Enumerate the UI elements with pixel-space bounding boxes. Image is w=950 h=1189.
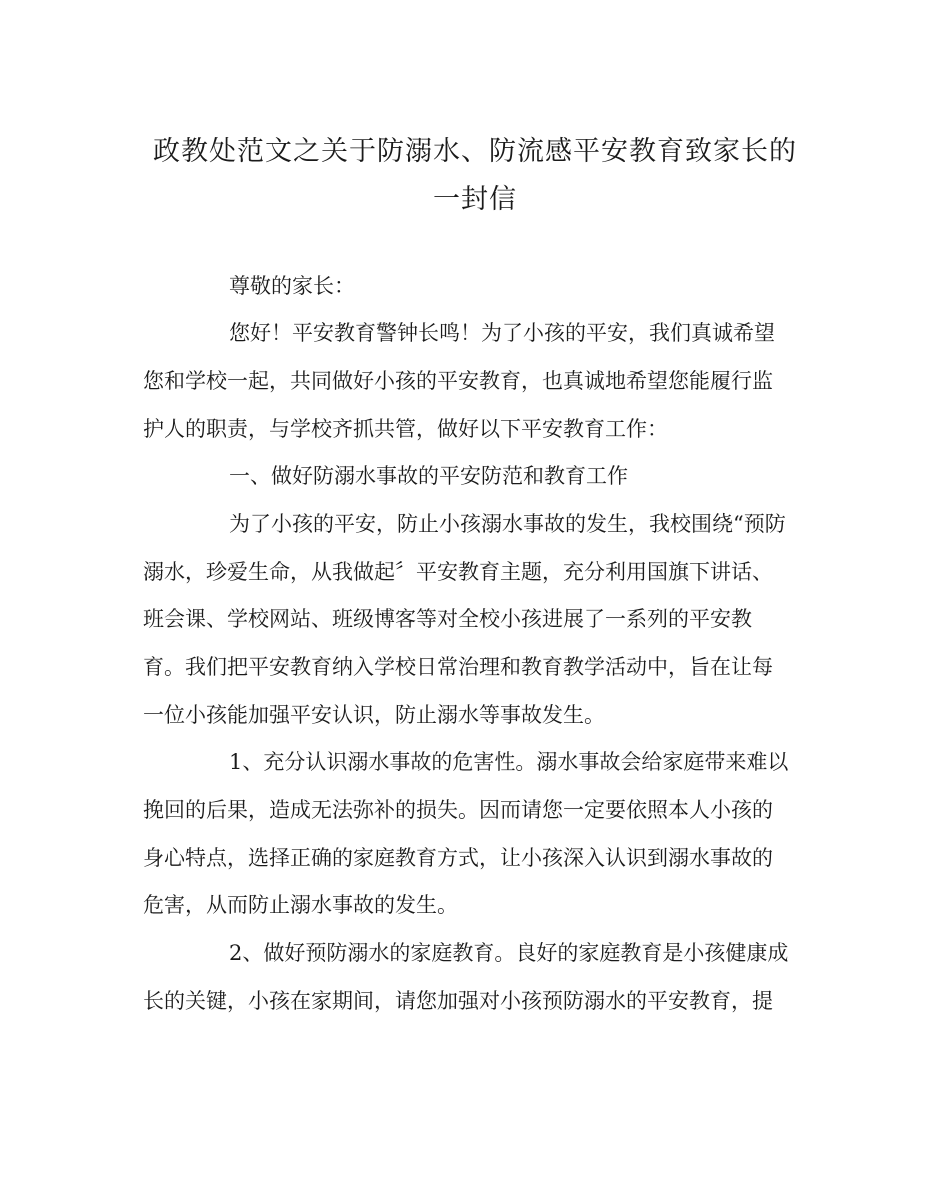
- paragraph-line: 为了小孩的平安，防止小孩溺水事故的发生，我校围绕“预防: [229, 512, 786, 536]
- section-heading: 一、做好防溺水事故的平安防范和教育工作: [229, 464, 628, 488]
- paragraph-line: 护人的职责，与学校齐抓共管，做好以下平安教育工作：: [143, 417, 668, 441]
- paragraph-line: 班会课、学校网站、班级博客等对全校小孩进展了一系列的平安教: [143, 607, 752, 631]
- paragraph-line: 危害，从而防止溺水事故的发生。: [143, 893, 458, 917]
- paragraph-line: 育。我们把平安教育纳入学校日常治理和教育教学活动中，旨在让每: [143, 655, 773, 679]
- paragraph-line: 1、充分认识溺水事故的危害性。溺水事故会给家庭带来难以: [229, 750, 789, 774]
- paragraph-line: 您和学校一起，共同做好小孩的平安教育，也真诚地希望您能履行监: [143, 369, 773, 393]
- paragraph-line: 一位小孩能加强平安认识，防止溺水等事故发生。: [143, 703, 605, 727]
- salutation: 尊敬的家长：: [229, 274, 355, 298]
- paragraph-line: 溺水，珍爱生命，从我做起〞平安教育主题，充分利用国旗下讲话、: [143, 560, 773, 584]
- paragraph-line: 您好！平安教育警钟长鸣！为了小孩的平安，我们真诚希望: [229, 321, 775, 345]
- document-title-line-2: 一封信: [433, 184, 517, 215]
- paragraph-line: 挽回的后果，造成无法弥补的损失。因而请您一定要依照本人小孩的: [143, 798, 773, 822]
- document-title-line-1: 政教处范文之关于防溺水、防流感平安教育致家长的: [153, 136, 797, 167]
- paragraph-line: 长的关键，小孩在家期间，请您加强对小孩预防溺水的平安教育，提: [143, 989, 773, 1013]
- paragraph-line: 2、做好预防溺水的家庭教育。良好的家庭教育是小孩健康成: [229, 941, 789, 965]
- paragraph-line: 身心特点，选择正确的家庭教育方式，让小孩深入认识到溺水事故的: [143, 846, 773, 870]
